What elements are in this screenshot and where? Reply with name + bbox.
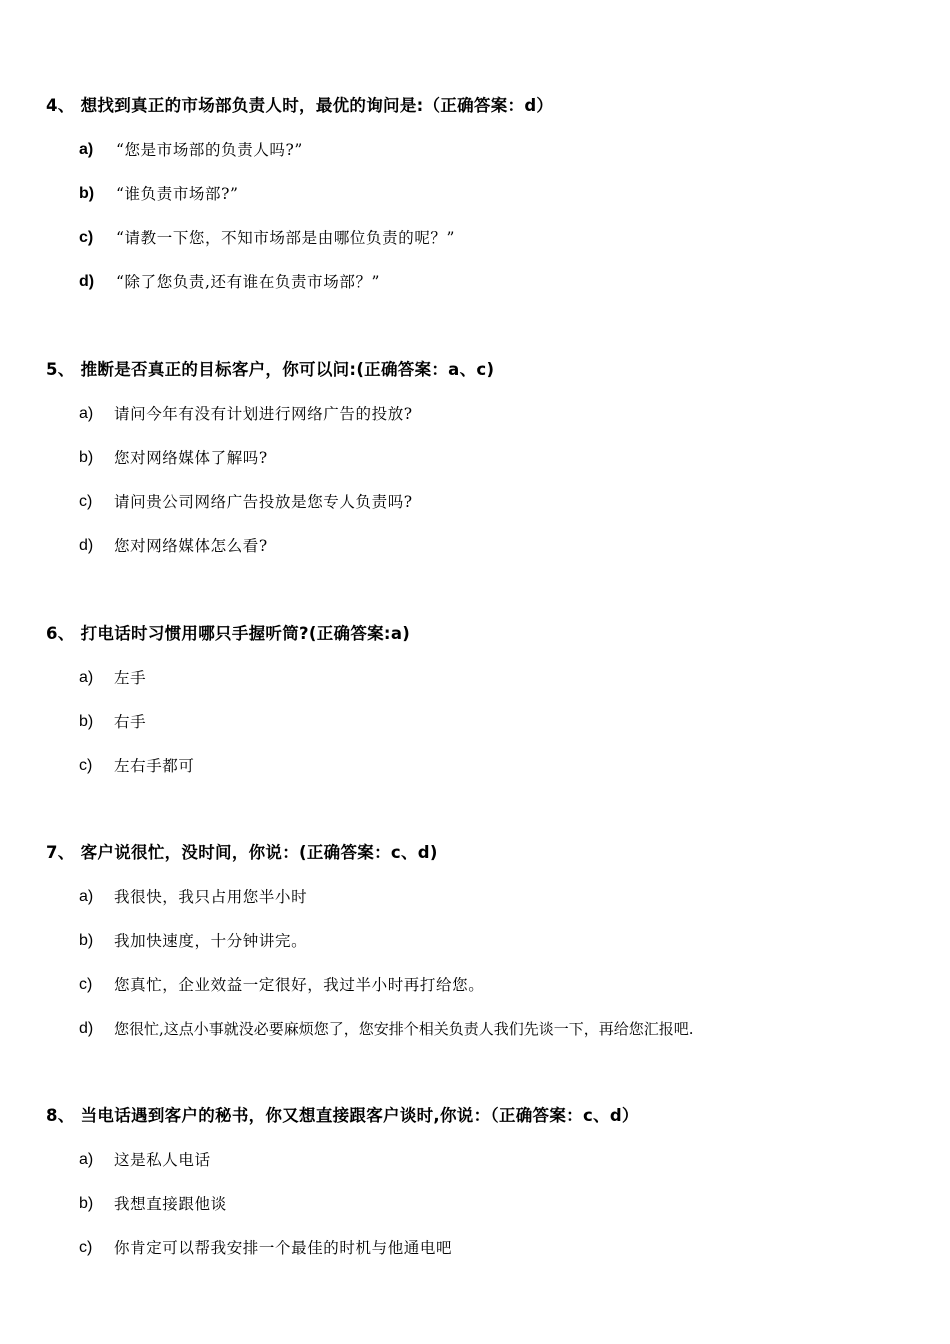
option-text: “除了您负责,还有谁在负责市场部？”	[116, 273, 381, 291]
question-title: 6、 打电话时习惯用哪只手握听筒?(正确答案:a)	[46, 624, 411, 643]
option-item	[46, 1193, 926, 1215]
option-text: 左手	[114, 669, 147, 687]
question-title: 5、 推断是否真正的目标客户，你可以问:(正确答案：a、c)	[46, 360, 495, 379]
option-letter: a)	[79, 888, 94, 905]
option-text: “请教一下您，不知市场部是由哪位负责的呢？”	[116, 229, 456, 247]
option-list	[46, 139, 926, 293]
option-letter: b)	[79, 449, 94, 466]
option-item	[46, 271, 926, 293]
option-list	[46, 1149, 926, 1259]
option-text: 右手	[114, 713, 147, 731]
option-item	[46, 1237, 926, 1259]
option-list	[46, 886, 926, 1040]
option-text: 这是私人电话	[114, 1151, 211, 1169]
option-item	[46, 1149, 926, 1171]
question-title: 4、 想找到真正的市场部负责人时，最优的询问是:（正确答案：d）	[46, 96, 554, 115]
option-letter: a)	[79, 405, 94, 422]
option-item	[46, 227, 926, 249]
question-title: 8、 当电话遇到客户的秘书，你又想直接跟客户谈时,你说：（正确答案：c、d）	[46, 1106, 639, 1125]
option-text: 您很忙,这点小事就没必要麻烦您了，您安排个相关负责人我们先谈一下，再给您汇报吧.	[114, 1020, 694, 1038]
option-item	[46, 139, 926, 161]
option-item	[46, 930, 926, 952]
option-item	[46, 667, 926, 689]
question-6	[46, 623, 926, 777]
question-4	[46, 95, 926, 293]
option-item	[46, 403, 926, 425]
question-8	[46, 1105, 926, 1259]
option-text: 您对网络媒体怎么看?	[114, 537, 268, 555]
option-item	[46, 1018, 926, 1040]
question-5	[46, 359, 926, 557]
option-text: 我想直接跟他谈	[114, 1195, 227, 1213]
option-list	[46, 403, 926, 557]
option-letter: a)	[79, 669, 94, 686]
option-letter: b)	[79, 185, 95, 202]
option-letter: d)	[79, 1020, 94, 1037]
option-item	[46, 535, 926, 557]
option-letter: d)	[79, 537, 94, 554]
option-text: 您对网络媒体了解吗?	[114, 449, 268, 467]
question-7	[46, 842, 926, 1040]
option-text: 我加快速度，十分钟讲完。	[114, 932, 308, 950]
option-item	[46, 755, 926, 777]
option-text: 你肯定可以帮我安排一个最佳的时机与他通电吧	[114, 1239, 453, 1257]
option-text: 我很快，我只占用您半小时	[114, 888, 308, 906]
option-letter: b)	[79, 1195, 94, 1212]
option-text: 请问贵公司网络广告投放是您专人负责吗?	[114, 493, 413, 511]
option-text: 您真忙，企业效益一定很好，我过半小时再打给您。	[114, 976, 485, 994]
option-item	[46, 711, 926, 733]
option-item	[46, 447, 926, 469]
option-text: 请问今年有没有计划进行网络广告的投放?	[114, 405, 413, 423]
option-letter: b)	[79, 713, 94, 730]
option-letter: c)	[79, 229, 94, 246]
option-item	[46, 491, 926, 513]
option-item	[46, 183, 926, 205]
option-text: 左右手都可	[114, 757, 195, 775]
option-letter: c)	[79, 976, 93, 993]
option-text: “谁负责市场部?”	[116, 185, 239, 203]
option-letter: c)	[79, 757, 93, 774]
option-item	[46, 974, 926, 996]
option-list	[46, 667, 926, 777]
option-letter: d)	[79, 273, 95, 290]
option-letter: c)	[79, 493, 93, 510]
question-title: 7、 客户说很忙，没时间，你说：(正确答案：c、d)	[46, 843, 438, 862]
option-text: “您是市场部的负责人吗?”	[116, 141, 303, 159]
option-item	[46, 886, 926, 908]
option-letter: b)	[79, 932, 94, 949]
option-letter: c)	[79, 1239, 93, 1256]
option-letter: a)	[79, 141, 94, 158]
option-letter: a)	[79, 1151, 94, 1168]
